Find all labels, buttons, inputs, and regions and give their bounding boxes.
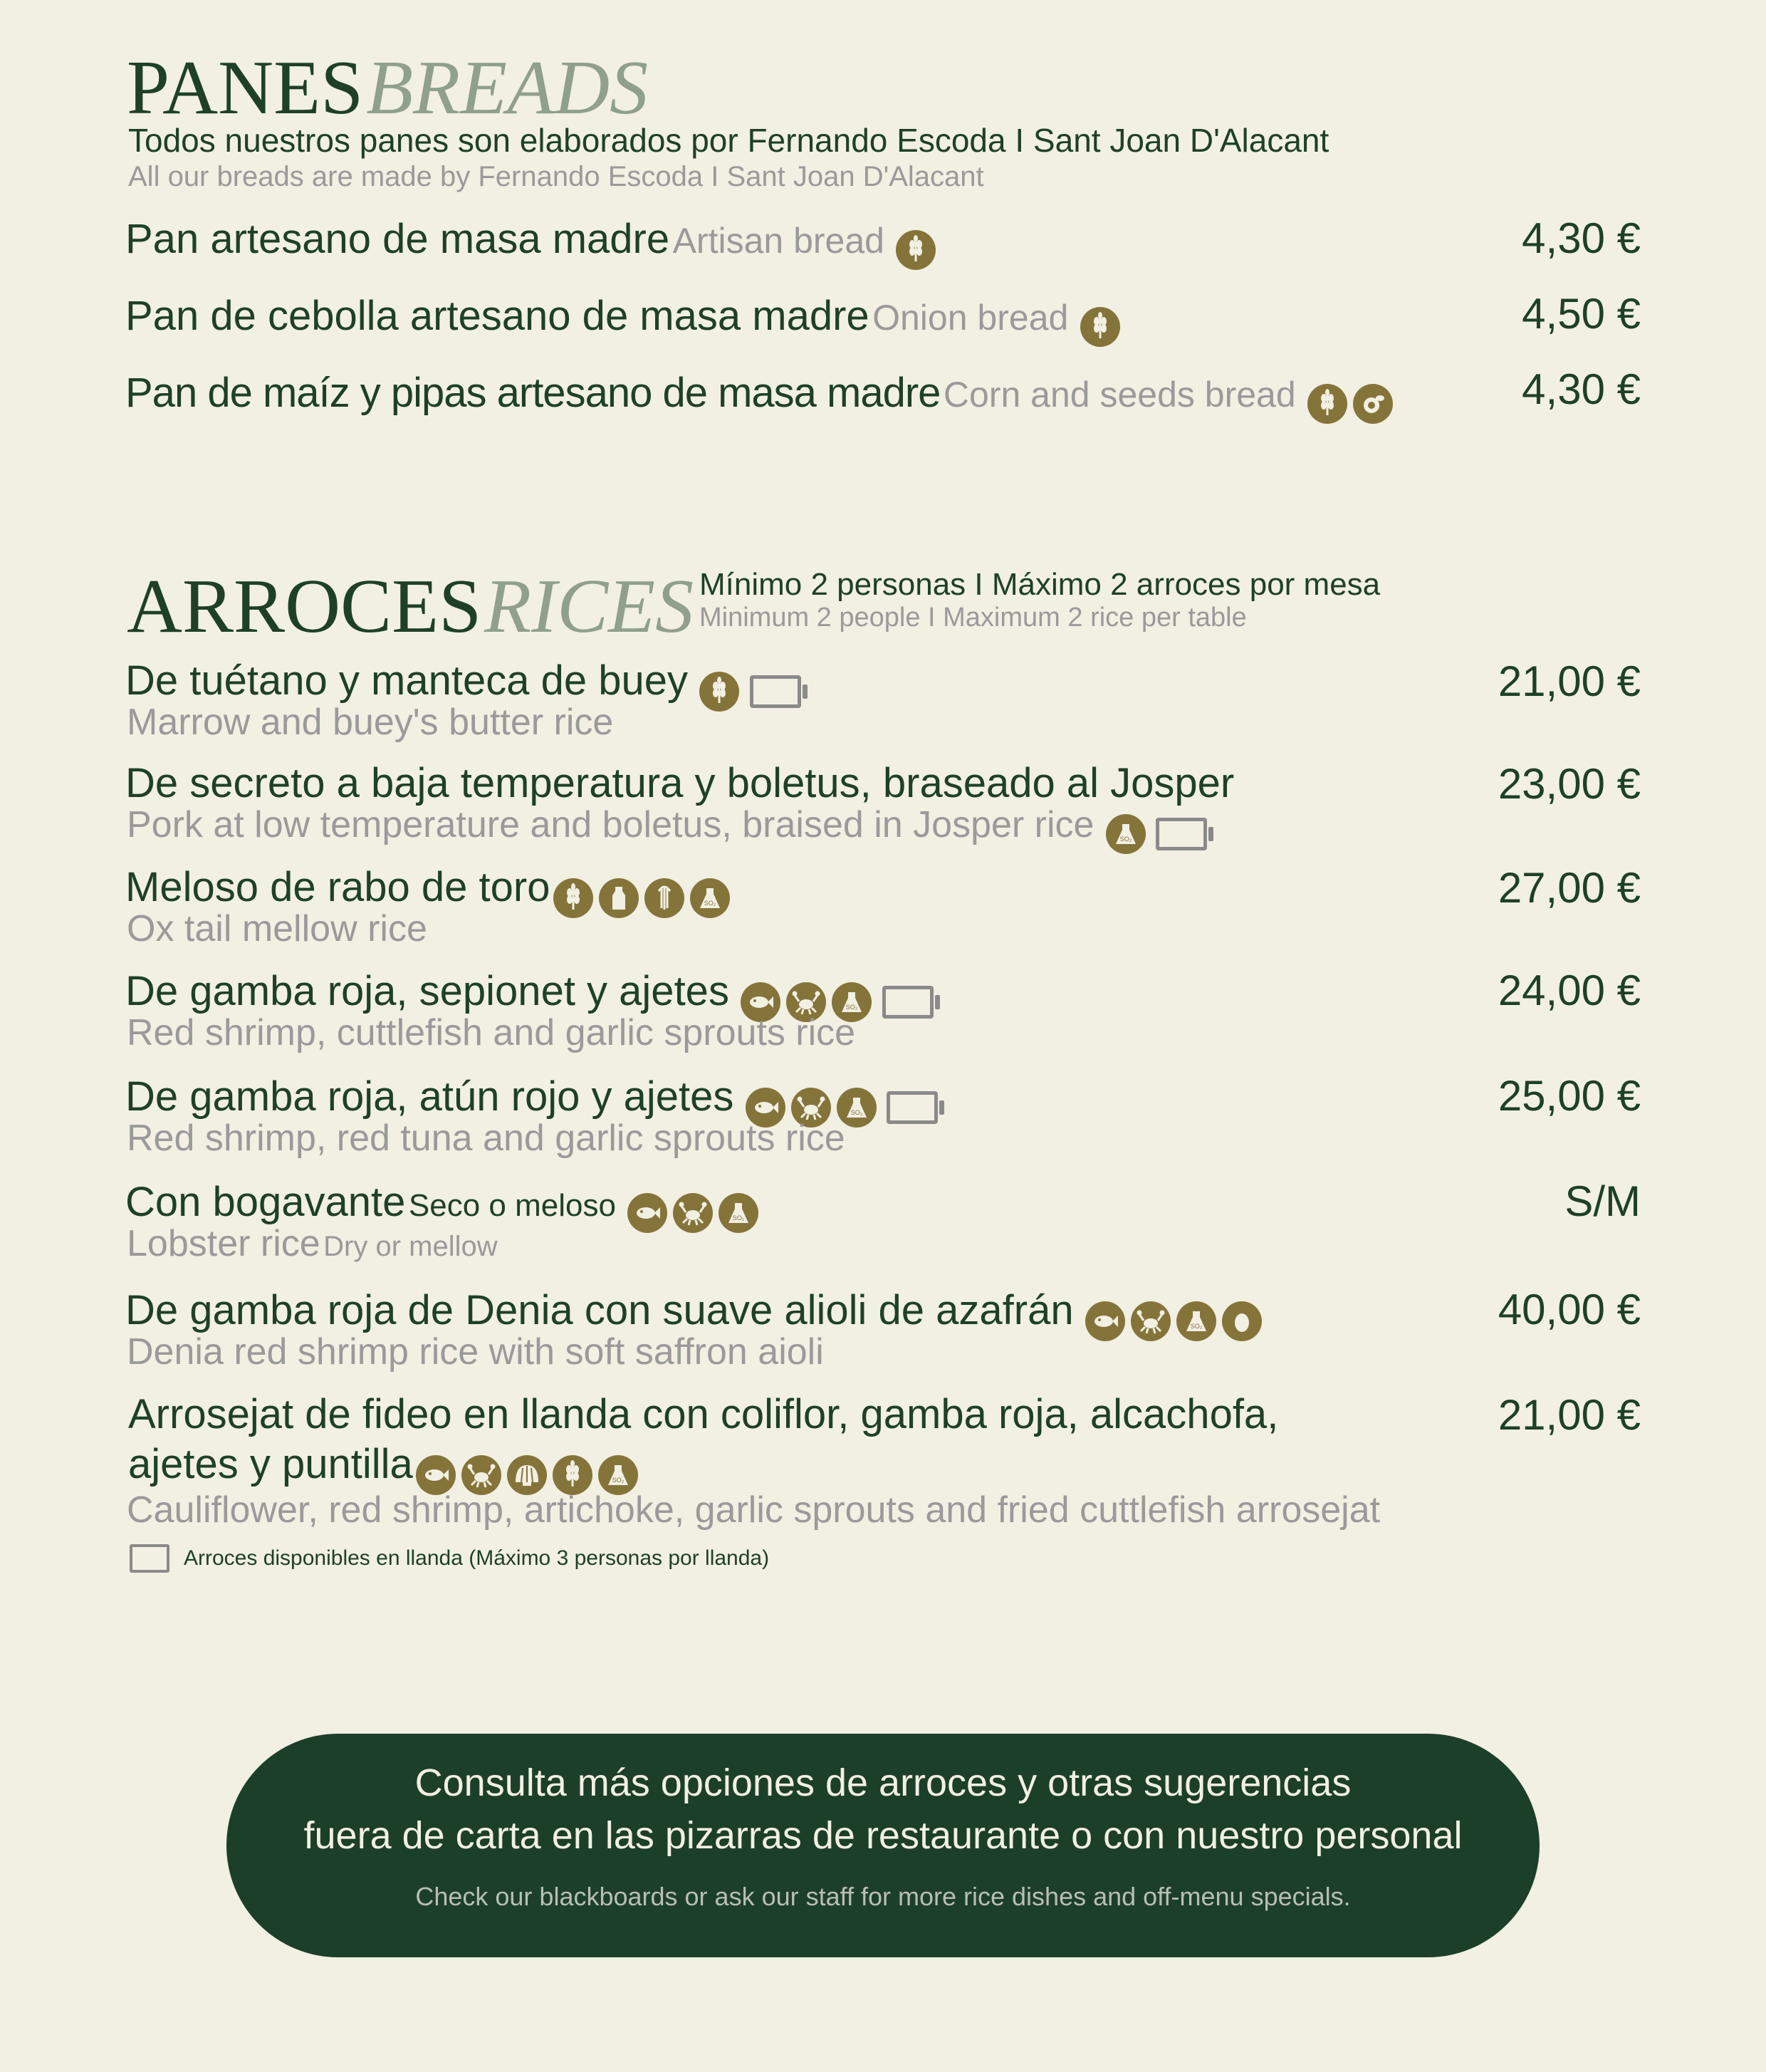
fish-icon (627, 1193, 667, 1233)
allergen-icons (1307, 384, 1393, 424)
rice-price: 25,00 € (1498, 1072, 1641, 1120)
milk-icon (599, 878, 639, 918)
breads-heading (127, 44, 648, 132)
allergen-icons (553, 878, 730, 918)
rices-note-es: Mínimo 2 personas I Máximo 2 arroces por mesa (699, 567, 1381, 602)
rice-item (125, 759, 1234, 807)
rice-name-en: Pork at low temperature and boletus, braised in Josper rice (127, 804, 1094, 845)
rice-name: De gamba roja, sepionet y ajetes (125, 968, 729, 1014)
bread-name-en: Corn and seeds bread (943, 375, 1296, 415)
rice-name: Meloso de rabo de toro (125, 864, 550, 910)
fish-icon (1085, 1301, 1125, 1341)
rices-heading (127, 563, 694, 651)
rice-en-row (127, 1222, 498, 1265)
gluten-icon (896, 230, 936, 270)
rice-price: 40,00 € (1498, 1286, 1641, 1333)
rices-note-en: Minimum 2 people I Maximum 2 rice per table (699, 603, 1247, 632)
breads-subtitle-en: All our breads are made by Fernando Escoda I Sant Joan D'Alacant (128, 161, 984, 192)
rice-item (128, 1440, 638, 1495)
bread-name-en: Onion bread (872, 298, 1069, 338)
rice-name: De gamba roja, atún rojo y ajetes (125, 1073, 734, 1120)
rice-price: S/M (1564, 1177, 1641, 1225)
rice-name: De secreto a baja temperatura y boletus, braseado al Josper (125, 760, 1235, 806)
rice-price: 24,00 € (1498, 967, 1641, 1014)
llanda-legend-text: Arroces disponibles en llanda (Máximo 3 personas por llanda) (184, 1546, 770, 1570)
rice-name: Con bogavante (125, 1179, 406, 1225)
rice-name-en: Ox tail mellow rice (127, 908, 427, 949)
sulphites-icon (690, 878, 730, 918)
rice-price: 21,00 € (1498, 657, 1641, 705)
bread-name: Pan de maíz y pipas artesano de masa madre (125, 370, 941, 416)
rice-name-line2: ajetes y puntilla (128, 1441, 413, 1487)
rice-name-en: Lobster rice (127, 1223, 320, 1264)
bread-price: 4,30 € (1522, 365, 1641, 413)
banner-line1: Consulta más opciones de arroces y otras sugerencias (414, 1761, 1352, 1804)
bread-price: 4,30 € (1522, 214, 1641, 262)
rice-name-en: Red shrimp, cuttlefish and garlic sprouts rice (127, 1012, 856, 1053)
allergen-icons (896, 230, 936, 270)
bread-item (125, 369, 1393, 424)
bread-name-en: Artisan bread (672, 221, 884, 261)
allergen-icons (627, 1193, 758, 1233)
bread-price: 4,50 € (1522, 290, 1641, 338)
rice-price: 27,00 € (1498, 864, 1641, 912)
rice-price: 23,00 € (1498, 760, 1641, 808)
gluten-icon (553, 878, 593, 918)
rice-name-en: Marrow and buey's butter rice (127, 702, 614, 743)
sulphites-icon (1176, 1301, 1216, 1341)
llanda-pan-icon (750, 675, 801, 708)
rice-name-en: Denia red shrimp rice with soft saffron aioli (127, 1331, 824, 1373)
rice-en-row (127, 803, 1207, 854)
llanda-pan-icon (130, 1544, 169, 1573)
rices-title-es: ARROCES (127, 564, 482, 649)
allergen-icons (699, 672, 739, 712)
rice-note: Seco o meloso (408, 1188, 616, 1223)
crustacean-icon (1131, 1301, 1171, 1341)
rice-name-line1: Arrosejat de fideo en llanda con coliflor, gamba roja, alcachofa, (128, 1391, 1279, 1437)
sulphites-icon (719, 1193, 758, 1233)
banner-line2: fuera de carta en las pizarras de restaurante o con nuestro personal (303, 1814, 1463, 1857)
banner-line-en: Check our blackboards or ask our staff for more rice dishes and off-menu specials. (415, 1882, 1351, 1911)
seeds-icon (1353, 384, 1393, 424)
gluten-icon (699, 672, 739, 712)
bread-name: Pan de cebolla artesano de masa madre (125, 293, 869, 339)
crustacean-icon (673, 1193, 713, 1233)
rices-title-en: RICES (484, 564, 694, 649)
llanda-pan-icon (887, 1091, 938, 1124)
celery-icon (644, 878, 684, 918)
bread-item (125, 292, 1120, 347)
rice-name-en: Red shrimp, red tuna and garlic sprouts rice (127, 1118, 845, 1159)
rice-name: De gamba roja de Denia con suave alioli de azafrán (125, 1287, 1074, 1333)
gluten-icon (1307, 384, 1347, 424)
rice-price: 21,00 € (1498, 1391, 1641, 1439)
suggestions-banner (226, 1734, 1540, 1957)
breads-subtitle-es: Todos nuestros panes son elaborados por Fernando Escoda I Sant Joan D'Alacant (128, 122, 1329, 159)
bread-name: Pan artesano de masa madre (125, 216, 670, 262)
allergen-icons (1085, 1301, 1262, 1341)
breads-title-es: PANES (127, 46, 364, 130)
allergen-icons (1106, 814, 1146, 854)
rice-name-en: Cauliflower, red shrimp, artichoke, garlic sprouts and fried cuttlefish arrosejat (127, 1489, 1381, 1531)
gluten-icon (1080, 307, 1120, 347)
egg-icon (1222, 1301, 1262, 1341)
llanda-pan-icon (1156, 818, 1207, 850)
allergen-icons (1080, 307, 1120, 347)
rice-name: De tuétano y manteca de buey (125, 657, 688, 704)
llanda-legend (130, 1544, 769, 1573)
breads-title-en: BREADS (366, 46, 649, 130)
sulphites-icon (1106, 814, 1146, 854)
rice-note-en: Dry or mellow (323, 1231, 498, 1262)
llanda-pan-icon (882, 986, 934, 1019)
bread-item (125, 215, 936, 270)
